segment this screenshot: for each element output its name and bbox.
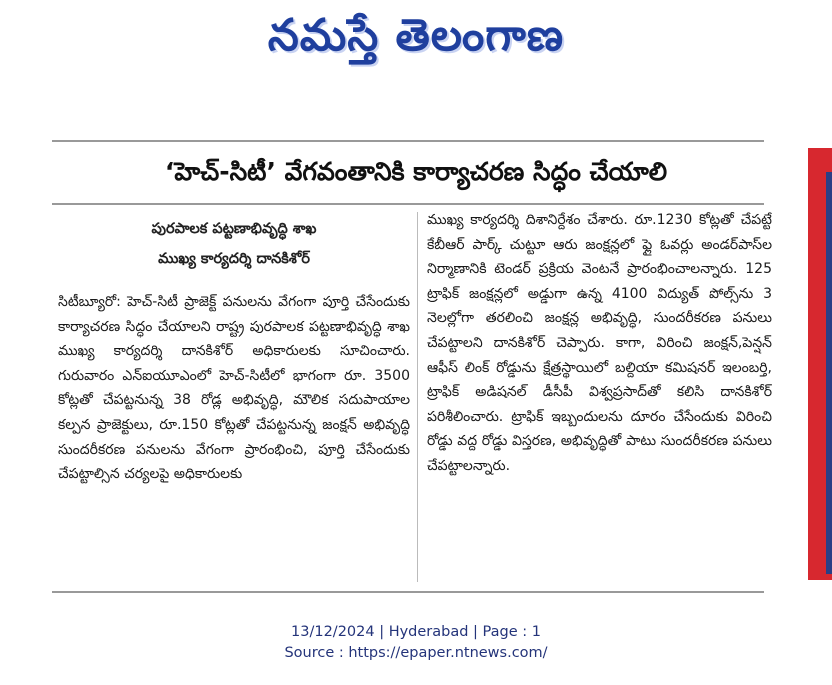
column-divider: [417, 212, 418, 582]
article-headline: ‘హెచ్‌-సిటీ’ వేగవంతానికి కార్యాచరణ సిద్ధం చేయాలి: [164, 157, 668, 186]
headline-top-rule: [52, 140, 764, 142]
article-body-left: సిటీబ్యూరో: హెచ్‌-సిటీ ప్రాజెక్ట్‌ పనులను వేగంగా పూర్తి చేసేందుకు కార్యాచరణ సిద్ధం చేయాలని రాష్ట్ర పురపాలక పట్టణాభివృద్ధి శాఖ ముఖ్య కార్యదర్శి దానకిశోర్‌ అధికారులకు సూచించారు. గురువారం ఎన్‌ఐయూఎంలో హెచ్‌-సిటీలో భాగంగా రూ. 3500 కోట్లతో చేపట్టనున్న 38 రోడ్ల అభివృద్ధి, మౌలిక సదుపాయాల కల్పన ప్రాజెక్టులు, రూ.150 కోట్లతో చేపట్టనున్న జంక్షన్‌ అభివృద్ధి సుందరీకరణ పనులను వేగంగా ప్రారంభించి, పూర్తి చేసేందుకు చేపట్టాల్సిన చర్యలపై అధికారులకు: [58, 294, 410, 483]
adjacent-clipping-edge: [808, 148, 832, 580]
masthead-logo: నమస్తే తెలంగాణ: [267, 10, 565, 61]
article-clipping: [50, 130, 782, 595]
article-body-right: ముఖ్య కార్యదర్శి దిశానిర్దేశం చేశారు. రూ.1230 కోట్లతో చేపట్టే కేబీఆర్‌ పార్క్‌ చుట్టూ ఆరు జంక్షన్లలో ఫ్లై ఓవర్లు అండర్‌పాస్‌ల నిర్మాణానికి టెండర్‌ ప్రక్రియ వెంటనే ప్రారంభించాలన్నారు. 125 ట్రాఫిక్‌ జంక్షన్లలో అడ్డుగా ఉన్న 4100 విద్యుత్‌ పోల్స్‌ను 3 నెలల్లోగా తరలించి జంక్షన్ల అభివృద్ధి, సుందరీకరణ పనులు చేపట్టాలని దానకిశోర్‌ చెప్పారు. కాగా, విరించి జంక్షన్‌,పెన్షన్‌ ఆఫీస్‌ లింక్‌ రోడ్డును క్షేత్రస్థాయిలో బల్దియా కమిషనర్‌ ఇలంబర్తి, ట్రాఫిక్‌ అడిషనల్‌ డీసీపీ విశ్వప్రసాద్‌తో కలిసి దానకిశోర్‌ పరిశీలించారు. ట్రాఫిక్‌ ఇబ్బందులను దూరం చేసేందుకు విరించి రోడ్డు వద్ద రోడ్డు విస్తరణ, అభివృద్ధితో పాటు సుందరీకరణ పనులు చేపట్టాలన్నారు.: [427, 212, 772, 474]
footer-source: Source : https://epaper.ntnews.com/: [284, 645, 548, 661]
article-column-right: [427, 208, 772, 479]
footer-dateline: 13/12/2024 | Hyderabad | Page : 1: [291, 624, 541, 640]
adjacent-blue-strip: [826, 172, 832, 574]
headline-bottom-rule: [52, 203, 764, 205]
article-bottom-rule: [52, 591, 764, 593]
subheadline-line-2: ముఖ్య కార్యదర్శి దానకిశోర్‌: [158, 251, 310, 267]
article-column-left: [58, 214, 410, 487]
clipping-footer: [0, 622, 832, 664]
subheadline-line-1: పురపాలక పట్టణాభివృద్ధి శాఖ: [151, 221, 317, 237]
